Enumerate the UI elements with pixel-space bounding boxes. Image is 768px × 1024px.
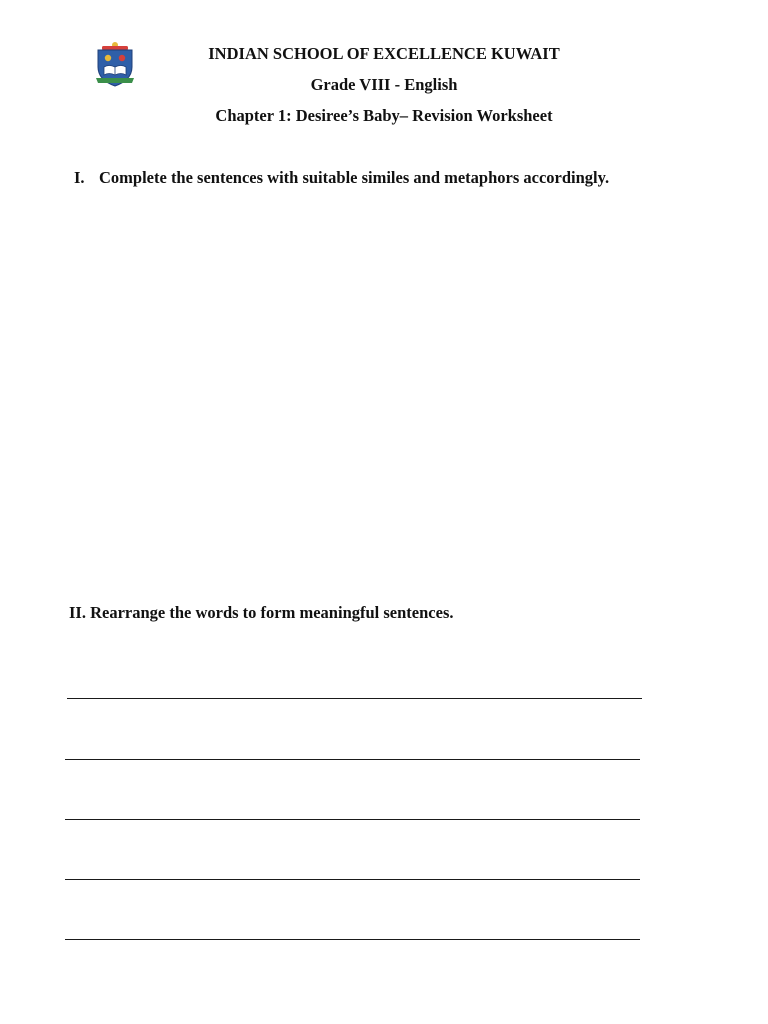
answer-line-5[interactable] (65, 939, 640, 940)
section-1-heading (74, 168, 609, 188)
answer-line-3[interactable] (65, 819, 640, 820)
section-1-instruction: Complete the sentences with suitable similes and metaphors accordingly. (99, 168, 610, 187)
grade-subject: Grade VIII - English (310, 75, 458, 94)
answer-line-4[interactable] (65, 879, 640, 880)
answer-line-1[interactable] (67, 698, 642, 699)
answer-line-2[interactable] (65, 759, 640, 760)
section-2-heading (69, 603, 454, 623)
section-2-instruction: Rearrange the words to form meaningful sentences. (90, 603, 454, 622)
worksheet-title: Chapter 1: Desiree’s Baby– Revision Worksheet (215, 106, 553, 125)
section-1-number: I. (74, 168, 85, 187)
section-2-number: II. (69, 603, 86, 622)
school-name: INDIAN SCHOOL OF EXCELLENCE KUWAIT (208, 44, 560, 63)
